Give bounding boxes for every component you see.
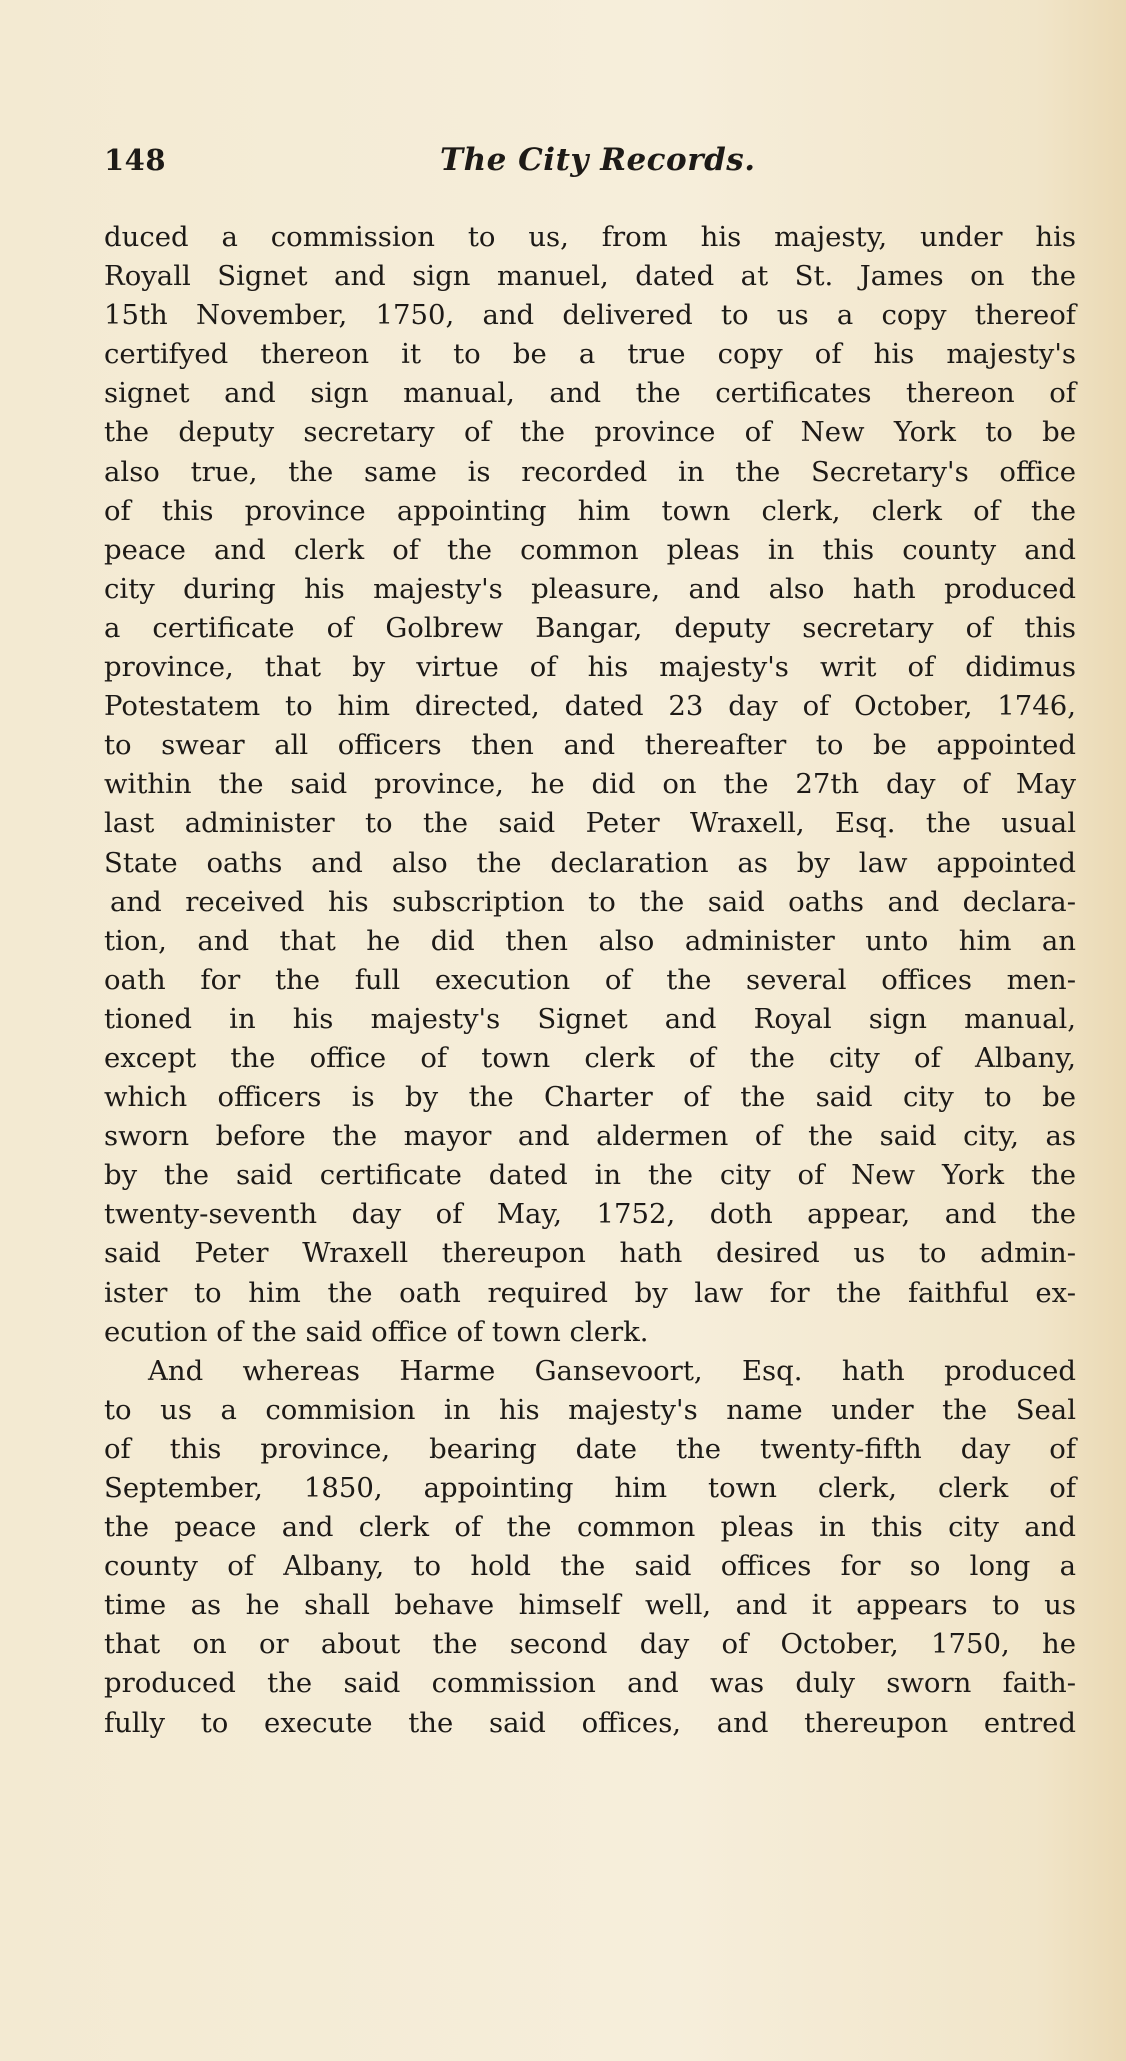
body-text: [104, 218, 1076, 1743]
text-line: fully to execute the said offices, and thereupon entred: [104, 1706, 1076, 1739]
text-line: tioned in his majesty's Signet and Royal sign manual,: [104, 1002, 1076, 1035]
text-line: Royall Signet and sign manuel, dated at St. James on the: [104, 260, 1076, 293]
paragraph-end-line: ecution of the said office of town clerk.: [104, 1315, 649, 1348]
text-line: 15th November, 1750, and delivered to us a copy thereof: [104, 299, 1076, 332]
text-line: produced the said commission and was duly sworn faith-: [104, 1667, 1076, 1700]
text-line: the peace and clerk of the common pleas in this city and: [104, 1511, 1076, 1544]
text-line: except the office of town clerk of the city of Albany,: [104, 1041, 1076, 1074]
text-line: State oaths and also the declaration as by law appointed: [104, 846, 1076, 879]
running-title: The City Records.: [440, 142, 756, 178]
text-line: by the said certificate dated in the city of New York the: [104, 1159, 1076, 1192]
text-line: oath for the full execution of the several offices men-: [104, 963, 1076, 996]
text-line: within the said province, he did on the 27th day of May: [104, 768, 1076, 801]
text-line: which officers is by the Charter of the said city to be: [104, 1081, 1076, 1114]
text-line: Potestatem to him directed, dated 23 day of October, 1746,: [104, 690, 1076, 723]
text-line: of this province appointing him town clerk, clerk of the: [104, 494, 1076, 527]
text-line: tion, and that he did then also administer unto him an: [104, 924, 1076, 957]
text-line: ister to him the oath required by law for the faithful ex-: [104, 1276, 1076, 1309]
text-line: city during his majesty's pleasure, and also hath produced: [104, 572, 1076, 605]
text-line: that on or about the second day of October, 1750, he: [104, 1628, 1076, 1661]
text-line: last administer to the said Peter Wraxell, Esq. the usual: [104, 807, 1076, 840]
text-line: duced a commission to us, from his majesty, under his: [104, 221, 1076, 253]
text-line: twenty-seventh day of May, 1752, doth appear, and the: [104, 1198, 1076, 1231]
text-line: also true, the same is recorded in the Secretary's office: [104, 455, 1076, 488]
page-number: 148: [104, 143, 167, 177]
text-line: a certificate of Golbrew Bangar, deputy secretary of this: [104, 611, 1076, 644]
text-line: time as he shall behave himself well, and it appears to us: [104, 1589, 1076, 1622]
text-line: to us a commision in his majesty's name under the Seal: [104, 1393, 1076, 1426]
text-line: to swear all officers then and thereafter to be appointed: [104, 729, 1076, 762]
text-line: of this province, bearing date the twenty-fifth day of: [104, 1432, 1076, 1465]
paragraph-start-line: And whereas Harme Gansevoort, Esq. hath produced: [148, 1354, 1076, 1387]
text-line: the deputy secretary of the province of New York to be: [104, 416, 1076, 449]
text-line: province, that by virtue of his majesty's writ of didimus: [104, 651, 1076, 684]
text-line: county of Albany, to hold the said offices for so long a: [104, 1550, 1076, 1583]
text-line: September, 1850, appointing him town clerk, clerk of: [104, 1472, 1076, 1504]
text-line: peace and clerk of the common pleas in this county and: [104, 533, 1076, 566]
text-line: said Peter Wraxell thereupon hath desired us to admin-: [104, 1237, 1076, 1270]
text-line: and received his subscription to the said oaths and declara-: [110, 885, 1076, 918]
text-line: signet and sign manual, and the certificates thereon of: [104, 377, 1076, 410]
text-line: certifyed thereon it to be a true copy of his majesty's: [104, 338, 1076, 371]
running-head: [104, 140, 1074, 180]
text-line: sworn before the mayor and aldermen of the said city, as: [104, 1120, 1076, 1153]
